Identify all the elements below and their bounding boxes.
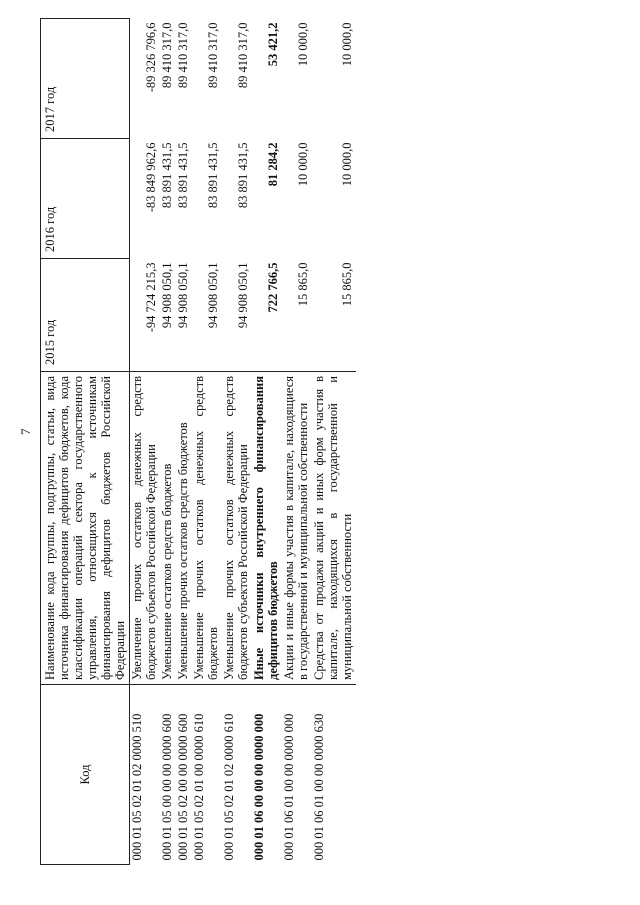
row-2015: 15 865,0	[340, 262, 354, 307]
row-code: 000 01 05 02 01 02 0000 610	[222, 685, 252, 865]
table-row	[160, 19, 176, 865]
table-row	[130, 19, 161, 865]
row-2015: -94 724 215,3	[144, 262, 158, 333]
table-row	[192, 19, 222, 865]
row-2015: 94 908 050,1	[176, 262, 190, 329]
header-2017: 2017 год	[41, 19, 130, 139]
row-2015: 94 908 050,1	[160, 262, 174, 329]
row-2016: 81 284,2	[266, 142, 280, 187]
row-2017: 89 410 317,0	[160, 22, 174, 89]
row-code: 000 01 06 01 00 00 0000 000	[282, 685, 312, 865]
page-number: 7	[18, 428, 33, 435]
table-row	[312, 19, 356, 865]
row-2016: 10 000,0	[296, 142, 310, 187]
row-2017: 89 410 317,0	[206, 22, 220, 89]
row-2017: 10 000,0	[340, 22, 354, 67]
row-code: 000 01 05 00 00 00 0000 600	[160, 685, 176, 865]
row-name: Увеличение прочих остатков денежных средств бюджетов субъектов Российской Федерации	[130, 372, 161, 685]
row-2016: 10 000,0	[340, 142, 354, 187]
table-row	[176, 19, 192, 865]
table-row-total	[252, 19, 282, 865]
row-2017: 53 421,2	[266, 22, 280, 67]
header-2016: 2016 год	[41, 139, 130, 259]
row-code: 000 01 06 01 00 00 0000 630	[312, 685, 356, 865]
header-code: Код	[41, 685, 130, 865]
table-row	[282, 19, 312, 865]
row-name: Акции и иные формы участия в капитале, находящиеся в государственной и муниципальной собственности	[282, 372, 312, 685]
row-name: Иные источники внутреннего финансирования дефицитов бюджетов	[252, 372, 282, 685]
row-2016: 83 891 431,5	[176, 142, 190, 209]
row-code: 000 01 05 02 01 00 0000 610	[192, 685, 222, 865]
row-name: Уменьшение остатков средств бюджетов	[160, 372, 176, 685]
row-2017: 89 410 317,0	[236, 22, 250, 89]
table-header-row	[41, 19, 130, 865]
row-2016: 83 891 431,5	[160, 142, 174, 209]
row-2015: 94 908 050,1	[206, 262, 220, 329]
row-2015: 15 865,0	[296, 262, 310, 307]
row-2015: 722 766,5	[266, 262, 280, 313]
row-name: Уменьшение прочих остатков средств бюджетов	[176, 372, 192, 685]
row-2017: -89 326 796,6	[144, 22, 158, 93]
row-2017: 89 410 317,0	[176, 22, 190, 89]
row-code: 000 01 05 02 01 02 0000 510	[130, 685, 161, 865]
header-name: Наименование кода группы, подгруппы, статьи, вида источника финансирования дефицитов бюджетов, кода классификации операций сектора государственного управления, относящихся к источникам финансирования дефицитов бюджетов Российской Федерации	[41, 372, 130, 685]
row-2015: 94 908 050,1	[236, 262, 250, 329]
budget-sources-table	[40, 18, 356, 865]
row-name: Средства от продажи акций и иных форм участия в капитале, находящихся в государственной и муниципальной собственности	[312, 372, 356, 685]
row-code: 000 01 05 02 00 00 0000 600	[176, 685, 192, 865]
row-code: 000 01 06 00 00 00 0000 000	[252, 685, 282, 865]
row-2017: 10 000,0	[296, 22, 310, 67]
row-name: Уменьшение прочих остатков денежных средств бюджетов	[192, 372, 222, 685]
row-2016: 83 891 431,5	[206, 142, 220, 209]
table-row	[222, 19, 252, 865]
row-2016: -83 849 962,6	[144, 142, 158, 213]
header-2015: 2015 год	[41, 259, 130, 372]
row-2016: 83 891 431,5	[236, 142, 250, 209]
row-name: Уменьшение прочих остатков денежных средств бюджетов субъектов Российской Федерации	[222, 372, 252, 685]
